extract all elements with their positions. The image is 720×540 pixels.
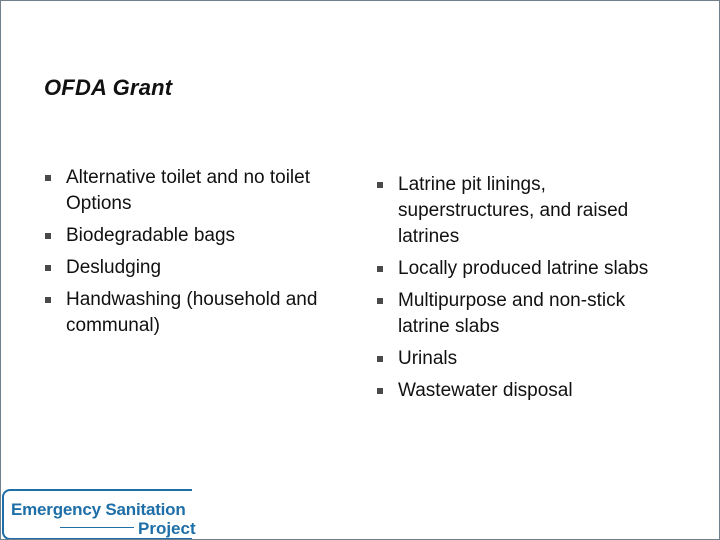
bullet-text: Multipurpose and non-stick latrine slabs [398,290,626,337]
logo-text-line2: Project [138,519,196,538]
square-bullet-icon [45,233,51,239]
bullet-text: Wastewater disposal [398,380,573,401]
square-bullet-icon [377,298,383,304]
square-bullet-icon [377,356,383,362]
bullet-item [377,172,677,250]
logo-underline [60,527,134,528]
slide-title: OFDA Grant [44,75,173,100]
bullet-text: Biodegradable bags [66,225,236,246]
square-bullet-icon [377,266,383,272]
square-bullet-icon [45,175,51,181]
bullet-item [377,256,677,282]
right-bullet-list [377,172,677,410]
bullet-text: Handwashing (household and communal) [66,289,318,336]
logo-text-line1: Emergency Sanitation [11,500,186,519]
bullet-text: Urinals [398,348,458,369]
bullet-text: Alternative toilet and no toilet Options [66,167,310,214]
square-bullet-icon [377,182,383,188]
left-bullet-list [45,165,350,345]
square-bullet-icon [377,388,383,394]
bullet-item [45,165,350,217]
bullet-text: Desludging [66,257,162,278]
bullet-item [377,378,677,404]
bullet-item [45,287,350,339]
emergency-sanitation-project-logo [2,489,196,540]
bullet-item [45,255,350,281]
square-bullet-icon [45,265,51,271]
bullet-item [377,288,677,340]
bullet-text: Locally produced latrine slabs [398,258,649,279]
bullet-item [45,223,350,249]
bullet-text: Latrine pit linings, superstructures, and raised latrines [398,174,629,247]
bullet-item [377,346,677,372]
square-bullet-icon [45,297,51,303]
